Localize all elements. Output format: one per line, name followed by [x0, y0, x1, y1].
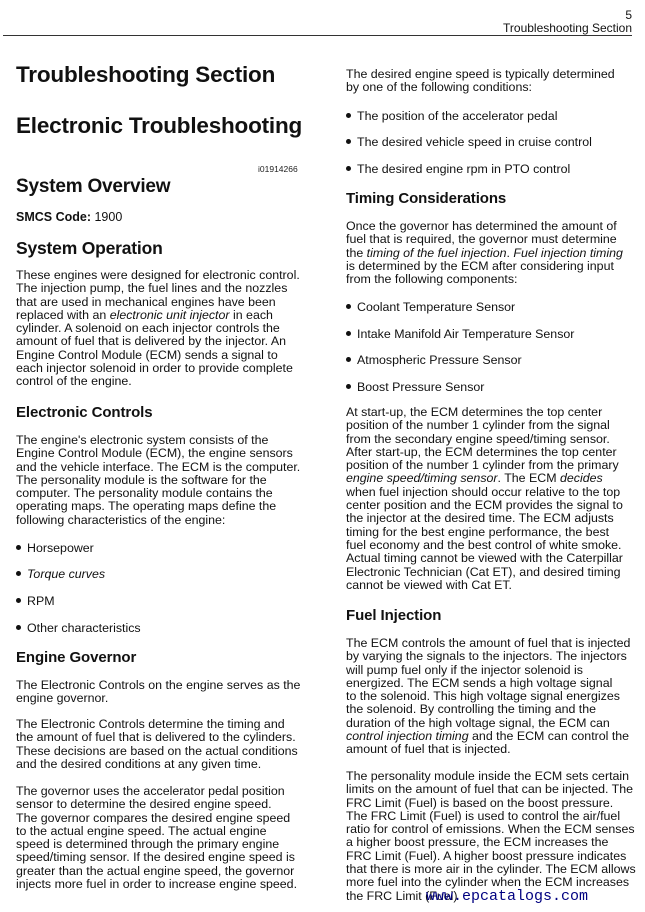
bullet-icon	[346, 304, 351, 309]
text-line: position of the number 1 cylinder from the signal	[346, 418, 610, 433]
emphasis-term: Fuel injection timing	[513, 245, 623, 260]
engine-governor-paragraph-3	[16, 785, 297, 891]
text-line: The personality module is the software for the	[16, 472, 267, 487]
bullet-icon	[346, 357, 351, 362]
electronic-controls-paragraph	[16, 434, 300, 527]
text-line: by varying the signals to the injectors. The injectors	[346, 649, 627, 664]
emphasis-term: control injection timing	[346, 729, 469, 744]
list-item-text: Intake Manifold Air Temperature Sensor	[357, 327, 575, 341]
text-line: operating maps. The operating maps define the	[16, 499, 277, 514]
bullet-icon	[16, 571, 21, 576]
text-line: greater than the actual engine speed, the governor	[16, 863, 295, 878]
text-line: from the secondary engine speed/timing sensor.	[346, 431, 610, 446]
text-line: cannot be viewed with Cat ET.	[346, 577, 512, 592]
text-line: sensor to determine the desired engine speed.	[16, 797, 272, 812]
text-line: Once the governor has determined the amount of	[346, 219, 617, 233]
text-line: the FRC Limit (Fuel)	[346, 888, 458, 903]
text-line: by one of the following conditions:	[346, 80, 532, 95]
chapter-title: Electronic Troubleshooting	[16, 113, 303, 138]
text-line: is determined by the ECM after considering input	[346, 258, 614, 273]
text-line: amount of fuel that is injected.	[346, 742, 511, 757]
text-line: the solenoid. By controlling the timing and the	[346, 702, 597, 717]
text-line: injects more fuel in order to increase engine speed.	[16, 877, 298, 892]
text-line: the injector at the desired time. The ECM adjusts	[346, 511, 614, 526]
text-segment: the	[346, 245, 367, 260]
text-line: Electronic Technician (Cat ET), and desired timing	[346, 564, 621, 579]
emphasis-term: timing of the fuel injection	[366, 245, 507, 260]
list-item-text: Horsepower	[27, 541, 94, 555]
list-item-text: The desired vehicle speed in cruise control	[357, 135, 592, 149]
text-line	[346, 730, 630, 743]
text-line: and the desired conditions at any given time.	[16, 756, 262, 771]
list-item-text: The position of the accelerator pedal	[357, 109, 558, 123]
heading-system-operation: System Operation	[16, 238, 163, 258]
text-line: more fuel into the cylinder when the ECM increases	[346, 875, 630, 890]
smcs-label: SMCS Code:	[16, 210, 91, 224]
text-segment: in each	[229, 307, 273, 322]
text-line: Actual timing cannot be viewed with the Caterpillar	[346, 551, 623, 566]
heading-system-overview: System Overview	[16, 176, 171, 197]
list-item	[346, 135, 592, 149]
text-line: following characteristics of the engine:	[16, 512, 226, 527]
bullet-icon	[346, 139, 351, 144]
text-line: speed is determined through the primary engine	[16, 837, 280, 852]
text-line: fuel that is required, the governor must determine	[346, 232, 617, 247]
list-item-text: Atmospheric Pressure Sensor	[357, 353, 522, 367]
text-line: The personality module inside the ECM sets certain	[346, 769, 630, 783]
heading-electronic-controls: Electronic Controls	[16, 404, 153, 421]
list-item-text: Torque curves	[27, 567, 106, 581]
bullet-icon	[346, 166, 351, 171]
text-line: from the following components:	[346, 272, 518, 287]
fuel-injection-paragraph-1	[346, 637, 630, 757]
text-line: engine governor.	[16, 691, 109, 706]
text-line: The governor compares the desired engine speed	[16, 810, 291, 825]
list-item-text: RPM	[27, 594, 55, 608]
list-item-text: Boost Pressure Sensor	[357, 380, 485, 394]
smcs-code	[16, 210, 122, 224]
list-item	[346, 109, 557, 123]
bullet-icon	[16, 545, 21, 550]
timing-paragraph	[346, 220, 623, 286]
text-line: These decisions are based on the actual conditions	[16, 743, 298, 758]
list-item	[346, 327, 574, 341]
running-head: Troubleshooting Section	[503, 21, 632, 35]
list-item	[346, 162, 570, 176]
engine-governor-paragraph-2	[16, 718, 298, 771]
list-item	[16, 621, 141, 635]
bullet-icon	[346, 331, 351, 336]
text-line: The ECM controls the amount of fuel that is injected	[346, 636, 631, 650]
text-segment: . The ECM	[497, 471, 560, 486]
text-line: will pump fuel only if the injector solenoid is	[346, 662, 583, 677]
text-line: speed/timing sensor. If the desired engine speed is	[16, 850, 295, 865]
system-operation-paragraph	[16, 269, 300, 389]
text-line: fuel economy and the best control of white smoke.	[346, 537, 622, 552]
emphasis-term: electronic unit injector	[109, 307, 230, 322]
text-line: The Electronic Controls on the engine serves as the	[16, 678, 301, 692]
text-line: that there is more air in the cylinder. The ECM allows	[346, 862, 636, 877]
bullet-icon	[346, 384, 351, 389]
text-line: FRC Limit (Fuel). A higher boost pressure indicates	[346, 848, 627, 863]
text-line: amount of fuel that is delivered by the injector. An	[16, 334, 287, 349]
text-segment: and the ECM can control the	[468, 729, 630, 744]
bullet-icon	[346, 113, 351, 118]
text-line: cylinder. A solenoid on each injector controls the	[16, 321, 280, 336]
list-item-text: Coolant Temperature Sensor	[357, 300, 516, 314]
text-line: At start-up, the ECM determines the top center	[346, 405, 603, 419]
text-line: Engine Control Module (ECM), the engine sensors	[16, 446, 293, 461]
header-rule	[3, 35, 632, 36]
heading-engine-governor: Engine Governor	[16, 649, 137, 666]
text-line: The engine's electronic system consists of the	[16, 433, 269, 447]
text-line: and the vehicle interface. The ECM is the computer.	[16, 459, 301, 474]
text-segment: replaced with an	[16, 307, 110, 322]
text-line: computer. The personality module contains the	[16, 486, 273, 501]
text-line: control of the engine.	[16, 374, 132, 389]
list-item-text: The desired engine rpm in PTO control	[357, 162, 571, 176]
text-line: energized. The ECM sends a high voltage signal	[346, 675, 613, 690]
emphasis-term: decides	[559, 471, 603, 486]
list-item	[16, 594, 55, 608]
list-item	[346, 380, 484, 394]
desired-speed-intro	[346, 68, 615, 95]
text-line: duration of the high voltage signal, the ECM can	[346, 715, 610, 730]
text-line: to the solenoid. This high voltage signal energizes	[346, 689, 620, 704]
smcs-value: 1900	[91, 210, 123, 224]
text-line: position of the number 1 cylinder from the primary	[346, 458, 619, 473]
startup-timing-paragraph	[346, 406, 623, 592]
text-line: The Electronic Controls determine the timing and	[16, 717, 285, 731]
text-line: The FRC Limit (Fuel) is used to control the air/fuel	[346, 808, 621, 823]
text-line: to the actual engine speed. The actual engine	[16, 823, 267, 838]
section-title: Troubleshooting Section	[16, 62, 276, 87]
engine-governor-paragraph-1	[16, 679, 300, 706]
list-item	[16, 541, 94, 555]
text-line	[16, 309, 300, 322]
list-item	[346, 300, 515, 314]
text-line	[346, 472, 623, 485]
text-line: the amount of fuel that is delivered to the cylinders.	[16, 730, 296, 745]
text-line: The desired engine speed is typically determined	[346, 67, 615, 81]
list-item-text: Other characteristics	[27, 621, 141, 635]
text-line: when fuel injection should occur relative to the top	[346, 484, 621, 499]
text-segment: .	[506, 245, 514, 260]
text-line: These engines were designed for electronic control.	[16, 268, 300, 282]
text-line: each injector solenoid in order to provide complete	[16, 361, 293, 376]
text-line: limits on the amount of fuel that can be injected. The	[346, 782, 633, 797]
text-line: The governor uses the accelerator pedal position	[16, 784, 285, 798]
list-item	[346, 353, 522, 367]
text-line	[346, 247, 623, 260]
fuel-injection-paragraph-2	[346, 770, 636, 903]
document-id: i01914266	[258, 164, 298, 174]
text-line: Engine Control Module (ECM) sends a signal to	[16, 347, 278, 362]
text-line: that are used in mechanical engines have been	[16, 294, 276, 309]
emphasis-term: engine speed/timing sensor	[346, 471, 498, 486]
bullet-icon	[16, 598, 21, 603]
text-line: The injection pump, the fuel lines and the nozzles	[16, 281, 288, 296]
page-number: 5	[625, 8, 632, 22]
text-line: center position and the ECM provides the signal to	[346, 498, 623, 513]
bullet-icon	[16, 625, 21, 630]
list-item	[16, 567, 105, 581]
text-line: a higher boost pressure, the ECM increases the	[346, 835, 609, 850]
heading-fuel-injection: Fuel Injection	[346, 607, 442, 624]
text-line: After start-up, the ECM determines the top center	[346, 444, 617, 459]
heading-timing-considerations: Timing Considerations	[346, 190, 507, 207]
text-line: ratio for control of emissions. When the ECM senses	[346, 822, 635, 837]
text-line: timing for the best engine performance, the best	[346, 524, 610, 539]
watermark-link[interactable]: www.epcatalogs.com	[426, 888, 589, 905]
text-line: FRC Limit (Fuel) is based on the boost pressure.	[346, 795, 614, 810]
